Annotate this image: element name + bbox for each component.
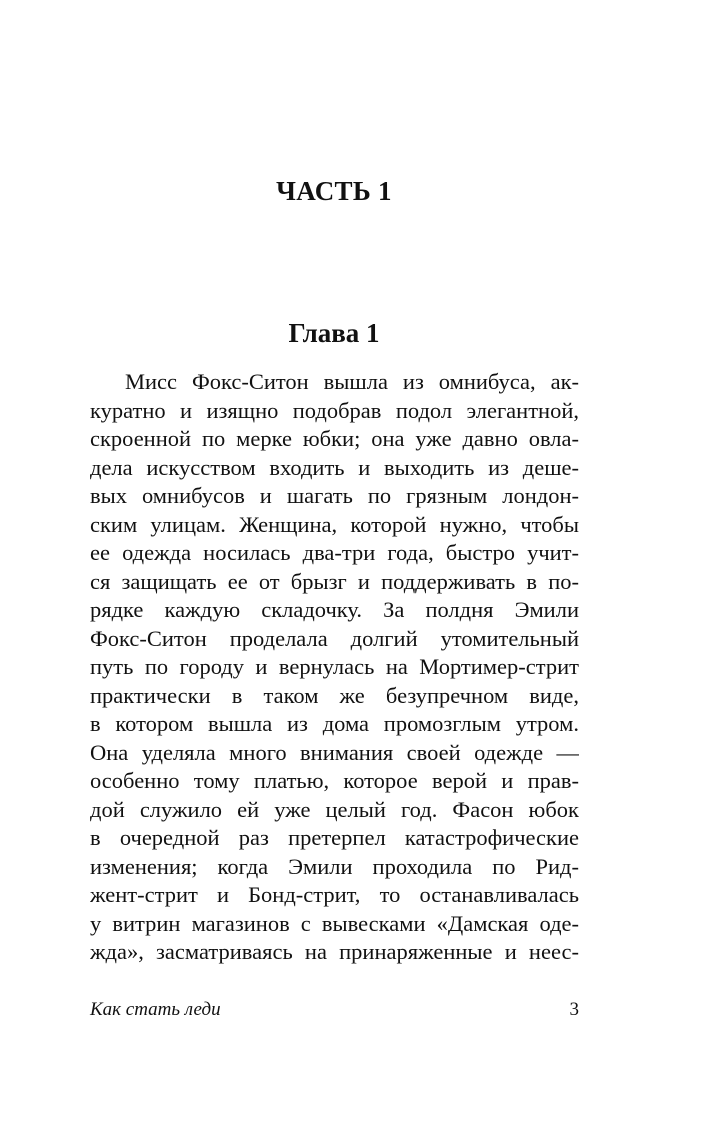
text-line: ся защищать ее от брызг и поддерживать в по- [90,568,579,594]
text-line: Мисс Фокс-Ситон вышла из омнибуса, ак- [125,369,579,394]
text-line: у витрин магазинов с вывесками «Дамская оде- [90,910,579,936]
text-line: в котором вышла из дома промозглым утром. [90,711,579,736]
text-line: дой служило ей уже целый год. Фасон юбок [90,796,579,822]
text-line: ее одежда носилась два-три года, быстро учит- [90,540,579,565]
text-line: жент-стрит и Бонд-стрит, то останавливалась [90,882,579,907]
body-text [90,368,579,967]
chapter-title: Глава 1 [288,318,380,348]
text-line: куратно и изящно подобрав подол элегантной, [90,397,579,423]
text-line: скроенной по мерке юбки; она уже давно овла- [90,426,579,451]
text-line: практически в таком же безупречном виде, [90,682,579,708]
text-line: в очередной раз претерпел катастрофические [90,825,579,850]
text-line: Фокс-Ситон проделала долгий утомительный [90,625,579,651]
text-line: путь по городу и вернулась на Мортимер-стрит [90,654,579,679]
part-title: ЧАСТЬ 1 [276,176,392,206]
text-line: вых омнибусов и шагать по грязным лондон- [90,483,579,508]
text-line: рядке каждую складочку. За полдня Эмили [90,597,579,622]
text-line: особенно тому платью, которое верой и прав- [90,768,579,793]
text-line: дела искусством входить и выходить из деше- [90,454,579,480]
running-title: Как стать леди [90,999,221,1020]
text-line: жда», засматриваясь на принаряженные и неес- [90,939,579,964]
page-footer [90,999,579,1021]
text-line: ским улицам. Женщина, которой нужно, чтобы [90,511,579,537]
text-line: изменения; когда Эмили проходила по Рид- [90,853,579,879]
text-line: Она уделяла много внимания своей одежде — [90,739,579,765]
page-number: 3 [569,999,579,1020]
